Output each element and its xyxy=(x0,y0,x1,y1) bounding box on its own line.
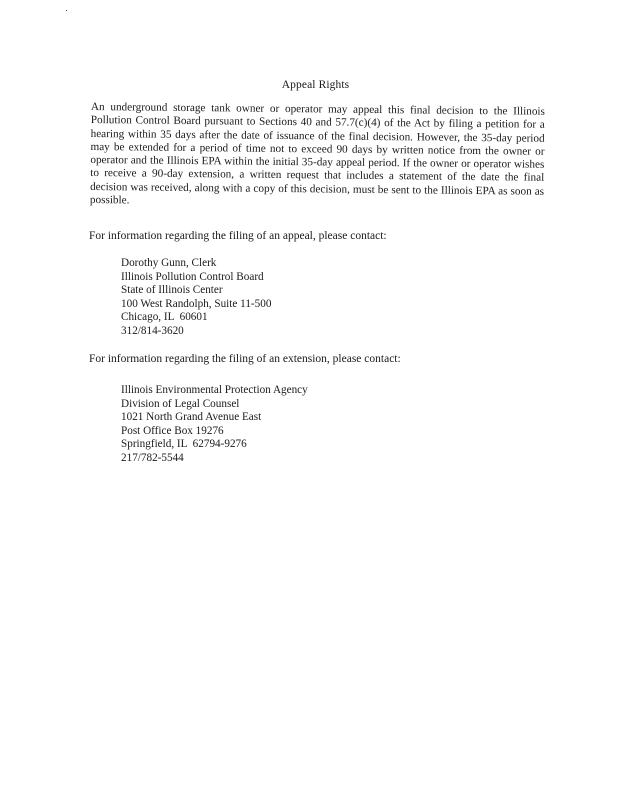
extension-contact-label: For information regarding the filing of an extension, please contact: xyxy=(89,353,401,365)
address-line: Illinois Environmental Protection Agency xyxy=(121,384,308,396)
address-line: Springfield, IL 62794-9276 xyxy=(121,438,247,450)
address-line: 100 West Randolph, Suite 11-500 xyxy=(121,297,272,310)
address-line: State of Illinois Center xyxy=(121,284,223,296)
address-line: Illinois Pollution Control Board xyxy=(121,270,264,283)
phone-number: 217/782-5544 xyxy=(121,451,184,464)
address-line: 1021 North Grand Avenue East xyxy=(121,411,262,423)
appeal-rights-paragraph: An underground storage tank owner or operator may appeal this final decision to the Illinois Pollution Control Board pursuant to Sections 40 and 57.7(c)(4) of the Act by filing a petition for a hearing within 35 days after the date of issuance of the final decision. However, the 35-day period may be extended for a period of time not to exceed 90 days by written notice from the owner or operator and the Illinois EPA within the initial 35-day appeal period. If the owner or operator wishes to receive a 90-day extension, a written request that includes a statement of the date the final decision was received, along with a copy of this decision, must be sent to the Illinois EPA as soon as possible. xyxy=(89,101,545,207)
page-title: Appeal Rights xyxy=(281,79,350,91)
address-line: Post Office Box 19276 xyxy=(121,424,224,437)
scan-speck xyxy=(66,10,67,11)
illinois-epa-address xyxy=(121,384,308,465)
pollution-control-board-address xyxy=(121,257,271,338)
address-line: Division of Legal Counsel xyxy=(121,397,240,410)
address-line: Chicago, IL 60601 xyxy=(121,311,208,323)
appeal-contact-label: For information regarding the filing of an appeal, please contact: xyxy=(89,230,387,242)
address-line: Dorothy Gunn, Clerk xyxy=(121,257,217,269)
phone-number: 312/814-3620 xyxy=(121,324,184,337)
